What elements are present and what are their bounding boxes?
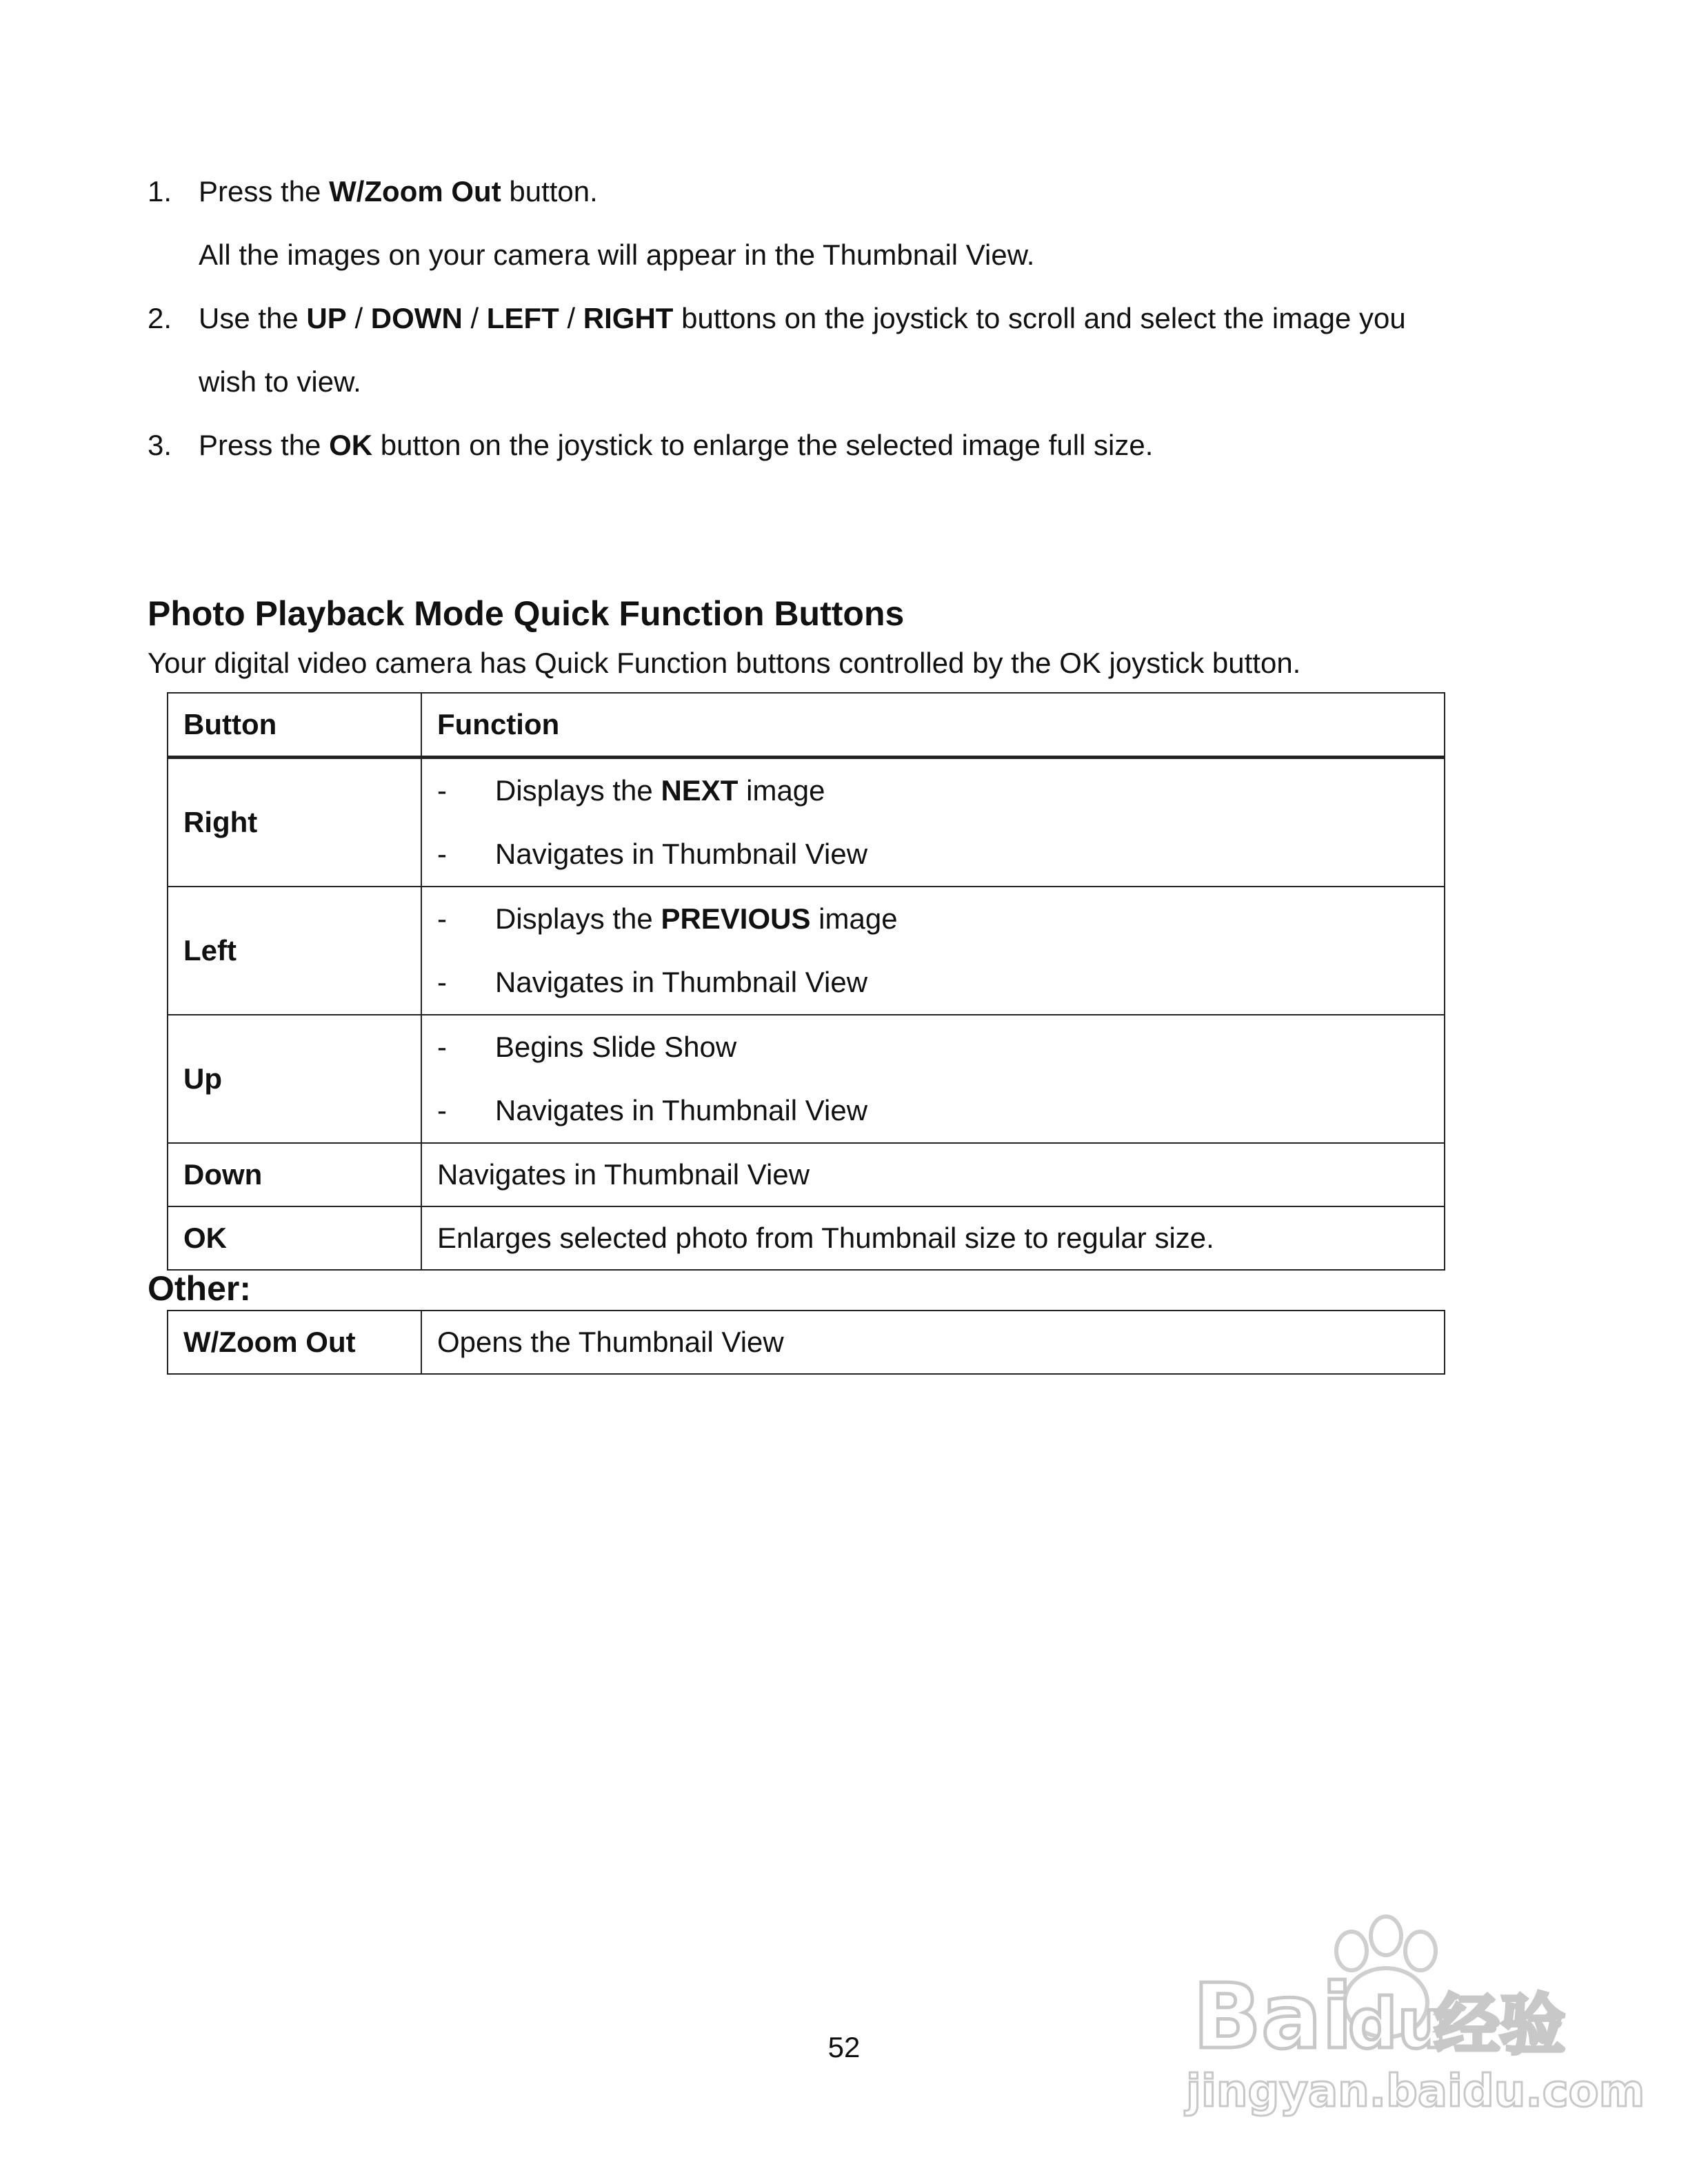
row-button: OK xyxy=(168,1206,421,1270)
watermark-text-du: du xyxy=(1348,1983,1447,2064)
row-function: Navigates in Thumbnail View xyxy=(421,1143,1445,1206)
watermark-text-bai: Bai xyxy=(1193,1964,1353,2069)
row-button: Left xyxy=(168,887,421,1015)
table-row xyxy=(168,1015,1445,1143)
row-button: Right xyxy=(168,758,421,887)
button-name: W/Zoom Out xyxy=(329,175,501,208)
step-subtext: All the images on your camera will appear in the Thumbnail View. xyxy=(199,239,1035,271)
watermark-text-cn: 经验 xyxy=(1434,1988,1566,2063)
steps-list xyxy=(148,160,1527,477)
row-function: Enlarges selected photo from Thumbnail size to regular size. xyxy=(421,1206,1445,1270)
other-label: Other: xyxy=(148,1269,251,1308)
step-1: 1. Press the W/Zoom Out button. All the images on your camera will appear in the Thumbnail View. xyxy=(148,160,1527,287)
table-row xyxy=(168,1311,1445,1374)
row-button: Up xyxy=(168,1015,421,1143)
step-text: Press the xyxy=(199,175,330,208)
row-function: - Displays the PREVIOUS image - Navigates in Thumbnail View xyxy=(421,887,1445,1015)
step-number: 2. xyxy=(148,302,172,334)
table-header-row xyxy=(168,693,1445,758)
row-function: Opens the Thumbnail View xyxy=(421,1311,1445,1374)
table-row xyxy=(168,1206,1445,1270)
quick-function-table xyxy=(167,692,1445,1271)
section-heading: Photo Playback Mode Quick Function Buttons xyxy=(148,594,905,633)
step-number: 3. xyxy=(148,429,172,461)
baidu-watermark-logo xyxy=(1179,1910,1645,2117)
section-intro: Your digital video camera has Quick Function buttons controlled by the OK joystick button. xyxy=(148,647,1301,679)
page-number: 52 xyxy=(827,2031,861,2063)
table-row xyxy=(168,1143,1445,1206)
header-button: Button xyxy=(168,693,421,758)
row-button: W/Zoom Out xyxy=(168,1311,421,1374)
header-function: Function xyxy=(421,693,1445,758)
row-function: - Displays the NEXT image - Navigates in Thumbnail View xyxy=(421,758,1445,887)
step-number: 1. xyxy=(148,175,172,208)
row-function: - Begins Slide Show - Navigates in Thumbnail View xyxy=(421,1015,1445,1143)
watermark-text-url: jingyan.baidu.com xyxy=(1186,2066,1645,2117)
step-2: 2. Use the UP / DOWN / LEFT / RIGHT buttons on the joystick to scroll and select the image you wish to view. xyxy=(148,287,1527,414)
other-table xyxy=(167,1310,1445,1375)
table-row xyxy=(168,758,1445,887)
step-3: 3. Press the OK button on the joystick to enlarge the selected image full size. xyxy=(148,414,1527,477)
table-row xyxy=(168,887,1445,1015)
row-button: Down xyxy=(168,1143,421,1206)
